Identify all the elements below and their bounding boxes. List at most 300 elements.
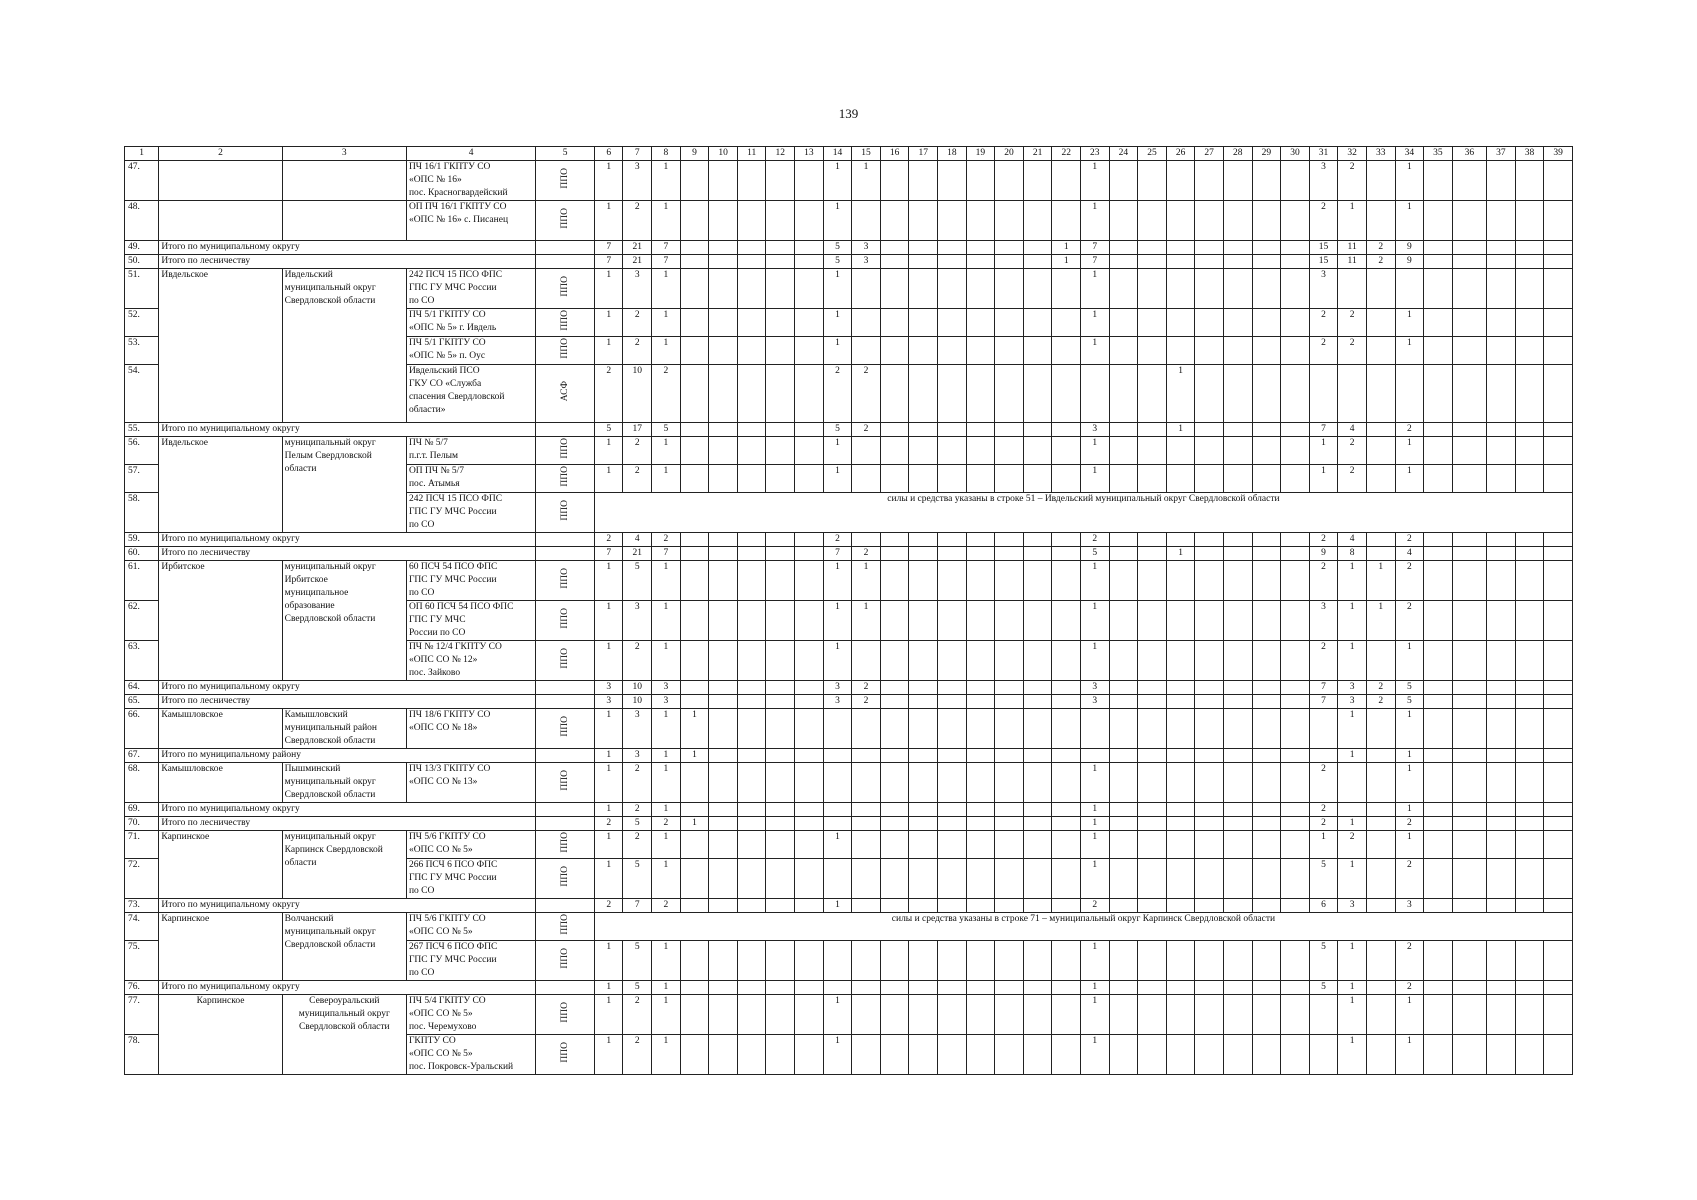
total-type [536, 817, 595, 831]
value-col-38 [1515, 601, 1544, 641]
value-col-14: 1 [823, 437, 852, 465]
municipality-name: Камышловский муниципальный район Свердловской области [282, 709, 406, 749]
value-col-33 [1366, 465, 1395, 493]
value-col-30 [1281, 695, 1310, 709]
value-col-15 [852, 533, 881, 547]
value-col-24 [1109, 899, 1138, 913]
value-col-32: 1 [1338, 817, 1367, 831]
value-col-34: 9 [1395, 255, 1424, 269]
value-col-34 [1395, 365, 1424, 423]
value-col-19 [966, 859, 995, 899]
unit-type [536, 601, 595, 641]
row-number: 47. [125, 161, 159, 201]
value-col-14: 1 [823, 601, 852, 641]
value-col-11 [737, 161, 766, 201]
value-col-16 [880, 437, 909, 465]
value-col-32: 1 [1338, 981, 1367, 995]
value-col-6: 1 [594, 981, 623, 995]
value-col-11 [737, 601, 766, 641]
value-col-12 [766, 601, 795, 641]
value-col-6: 7 [594, 547, 623, 561]
value-col-7: 2 [623, 309, 652, 337]
unit-name: ПЧ 13/3 ГКПТУ СО «ОПС СО № 13» [406, 763, 535, 803]
value-col-21 [1023, 817, 1052, 831]
value-col-26 [1166, 803, 1195, 817]
value-col-38 [1515, 365, 1544, 423]
value-col-19 [966, 547, 995, 561]
value-col-13 [795, 437, 824, 465]
column-number-11: 11 [737, 147, 766, 161]
value-col-30 [1281, 437, 1310, 465]
column-number-30: 30 [1281, 147, 1310, 161]
value-col-15 [852, 981, 881, 995]
value-col-39 [1544, 241, 1573, 255]
unit-name: ПЧ № 12/4 ГКПТУ СО «ОПС СО № 12» пос. Зайково [406, 641, 535, 681]
value-col-6: 1 [594, 269, 623, 309]
value-col-39 [1544, 437, 1573, 465]
value-col-7: 21 [623, 547, 652, 561]
value-col-8: 1 [652, 337, 681, 365]
value-col-32: 2 [1338, 437, 1367, 465]
column-number-37: 37 [1487, 147, 1516, 161]
value-col-8: 5 [652, 423, 681, 437]
value-col-20 [995, 255, 1024, 269]
table-row [125, 241, 1573, 255]
value-col-21 [1023, 941, 1052, 981]
value-col-31: 1 [1309, 465, 1338, 493]
table-row [125, 695, 1573, 709]
value-col-29 [1252, 817, 1281, 831]
row-number: 78. [125, 1035, 159, 1075]
table-row [125, 913, 1573, 941]
value-col-8: 1 [652, 709, 681, 749]
value-col-12 [766, 255, 795, 269]
value-col-10 [709, 831, 738, 859]
value-col-36 [1452, 241, 1486, 255]
value-col-22 [1052, 601, 1081, 641]
value-col-26 [1166, 817, 1195, 831]
value-col-25 [1138, 241, 1167, 255]
value-col-14: 2 [823, 533, 852, 547]
value-col-8: 1 [652, 831, 681, 859]
total-type [536, 547, 595, 561]
value-col-35 [1424, 995, 1453, 1035]
unit-type-label: ППО [559, 309, 570, 331]
value-col-37 [1487, 803, 1516, 817]
value-col-31 [1309, 995, 1338, 1035]
value-col-17 [909, 859, 938, 899]
value-col-20 [995, 561, 1024, 601]
value-col-11 [737, 437, 766, 465]
value-col-21 [1023, 749, 1052, 763]
total-label: Итого по муниципальному району [159, 749, 536, 763]
value-col-6: 1 [594, 465, 623, 493]
value-col-18 [938, 437, 967, 465]
value-col-26 [1166, 561, 1195, 601]
value-col-8: 1 [652, 641, 681, 681]
value-col-35 [1424, 695, 1453, 709]
value-col-29 [1252, 941, 1281, 981]
value-col-32: 3 [1338, 681, 1367, 695]
value-col-32: 2 [1338, 831, 1367, 859]
value-col-38 [1515, 547, 1544, 561]
value-col-14: 1 [823, 561, 852, 601]
value-col-39 [1544, 995, 1573, 1035]
value-col-34: 1 [1395, 709, 1424, 749]
value-col-30 [1281, 749, 1310, 763]
value-col-8: 2 [652, 899, 681, 913]
value-col-38 [1515, 561, 1544, 601]
value-col-16 [880, 423, 909, 437]
unit-name: ПЧ 5/4 ГКПТУ СО «ОПС СО № 5» пос. Черемухово [406, 995, 535, 1035]
value-col-38 [1515, 337, 1544, 365]
value-col-16 [880, 255, 909, 269]
value-col-17 [909, 681, 938, 695]
row-number: 51. [125, 269, 159, 309]
unit-type-label: ППО [559, 607, 570, 629]
value-col-28 [1223, 695, 1252, 709]
value-col-13 [795, 269, 824, 309]
unit-name: 266 ПСЧ 6 ПСО ФПС ГПС ГУ МЧС России по СО [406, 859, 535, 899]
value-col-25 [1138, 803, 1167, 817]
table-row [125, 831, 1573, 859]
value-col-32: 1 [1338, 641, 1367, 681]
value-col-13 [795, 423, 824, 437]
value-col-16 [880, 803, 909, 817]
value-col-13 [795, 981, 824, 995]
value-col-31: 1 [1309, 437, 1338, 465]
unit-type-label: АСФ [559, 380, 570, 402]
value-col-30 [1281, 859, 1310, 899]
value-col-35 [1424, 269, 1453, 309]
value-col-31 [1309, 365, 1338, 423]
value-col-18 [938, 681, 967, 695]
value-col-29 [1252, 831, 1281, 859]
value-col-8: 1 [652, 437, 681, 465]
value-col-11 [737, 365, 766, 423]
value-col-15: 3 [852, 241, 881, 255]
value-col-16 [880, 161, 909, 201]
value-col-37 [1487, 337, 1516, 365]
value-col-7: 17 [623, 423, 652, 437]
column-number-2: 2 [159, 147, 282, 161]
value-col-24 [1109, 995, 1138, 1035]
unit-name: ПЧ 5/6 ГКПТУ СО «ОПС СО № 5» [406, 913, 535, 941]
value-col-32: 1 [1338, 601, 1367, 641]
value-col-29 [1252, 241, 1281, 255]
value-col-37 [1487, 831, 1516, 859]
value-col-20 [995, 337, 1024, 365]
value-col-39 [1544, 161, 1573, 201]
column-number-29: 29 [1252, 147, 1281, 161]
value-col-38 [1515, 423, 1544, 437]
unit-name: ОП ПЧ № 5/7 пос. Атымья [406, 465, 535, 493]
value-col-31: 6 [1309, 899, 1338, 913]
municipality-name: муниципальный округ Пелым Свердловской области [282, 437, 406, 533]
value-col-30 [1281, 269, 1310, 309]
value-col-33 [1366, 859, 1395, 899]
value-col-14: 1 [823, 337, 852, 365]
value-col-23: 1 [1080, 831, 1109, 859]
value-col-16 [880, 547, 909, 561]
value-col-32: 1 [1338, 201, 1367, 241]
total-label: Итого по муниципальному округу [159, 803, 536, 817]
value-col-6: 5 [594, 423, 623, 437]
unit-type [536, 1035, 595, 1075]
forestry-name: Карпинское [159, 913, 282, 981]
value-col-32: 1 [1338, 995, 1367, 1035]
value-col-21 [1023, 365, 1052, 423]
unit-name: ПЧ 18/6 ГКПТУ СО «ОПС СО № 18» [406, 709, 535, 749]
value-col-27 [1195, 899, 1224, 913]
value-col-28 [1223, 831, 1252, 859]
value-col-18 [938, 201, 967, 241]
value-col-9 [680, 763, 709, 803]
value-col-26: 1 [1166, 547, 1195, 561]
value-col-15 [852, 763, 881, 803]
value-col-25 [1138, 201, 1167, 241]
value-col-31: 5 [1309, 981, 1338, 995]
value-col-26 [1166, 695, 1195, 709]
value-col-19 [966, 681, 995, 695]
value-col-29 [1252, 803, 1281, 817]
forestry-name: Карпинское [159, 995, 282, 1075]
value-col-7: 3 [623, 601, 652, 641]
value-col-21 [1023, 899, 1052, 913]
value-col-37 [1487, 981, 1516, 995]
unit-type-label: ППО [559, 167, 570, 189]
value-col-30 [1281, 255, 1310, 269]
value-col-11 [737, 749, 766, 763]
value-col-38 [1515, 1035, 1544, 1075]
table-row [125, 423, 1573, 437]
unit-type [536, 161, 595, 201]
value-col-23: 1 [1080, 1035, 1109, 1075]
row-number: 71. [125, 831, 159, 859]
value-col-9 [680, 1035, 709, 1075]
value-col-25 [1138, 899, 1167, 913]
value-col-27 [1195, 255, 1224, 269]
unit-type-label: ППО [559, 437, 570, 459]
unit-type [536, 641, 595, 681]
value-col-28 [1223, 269, 1252, 309]
value-col-19 [966, 641, 995, 681]
unit-type-label: ППО [559, 207, 570, 229]
value-col-18 [938, 255, 967, 269]
value-col-16 [880, 695, 909, 709]
value-col-31: 2 [1309, 803, 1338, 817]
value-col-28 [1223, 1035, 1252, 1075]
value-col-30 [1281, 561, 1310, 601]
value-col-32: 1 [1338, 749, 1367, 763]
value-col-21 [1023, 269, 1052, 309]
value-col-18 [938, 831, 967, 859]
value-col-35 [1424, 859, 1453, 899]
value-col-11 [737, 533, 766, 547]
value-col-18 [938, 763, 967, 803]
value-col-34: 2 [1395, 533, 1424, 547]
value-col-6: 1 [594, 831, 623, 859]
value-col-25 [1138, 831, 1167, 859]
value-col-32: 1 [1338, 859, 1367, 899]
value-col-27 [1195, 601, 1224, 641]
value-col-14 [823, 803, 852, 817]
value-col-14 [823, 981, 852, 995]
value-col-37 [1487, 309, 1516, 337]
total-label: Итого по муниципальному округу [159, 423, 536, 437]
value-col-35 [1424, 309, 1453, 337]
value-col-22: 1 [1052, 241, 1081, 255]
value-col-30 [1281, 709, 1310, 749]
value-col-6: 1 [594, 749, 623, 763]
value-col-13 [795, 763, 824, 803]
value-col-22 [1052, 337, 1081, 365]
total-type [536, 241, 595, 255]
value-col-17 [909, 831, 938, 859]
total-type [536, 981, 595, 995]
value-col-25 [1138, 423, 1167, 437]
value-col-25 [1138, 561, 1167, 601]
value-col-11 [737, 695, 766, 709]
value-col-39 [1544, 269, 1573, 309]
value-col-35 [1424, 941, 1453, 981]
value-col-15: 2 [852, 695, 881, 709]
value-col-17 [909, 899, 938, 913]
value-col-8: 2 [652, 365, 681, 423]
value-col-15: 2 [852, 547, 881, 561]
value-col-33 [1366, 641, 1395, 681]
value-col-33: 2 [1366, 681, 1395, 695]
value-col-11 [737, 803, 766, 817]
value-col-23: 1 [1080, 437, 1109, 465]
value-col-26 [1166, 255, 1195, 269]
value-col-12 [766, 1035, 795, 1075]
value-col-30 [1281, 201, 1310, 241]
value-col-36 [1452, 365, 1486, 423]
value-col-7: 3 [623, 709, 652, 749]
value-col-32 [1338, 763, 1367, 803]
column-number-36: 36 [1452, 147, 1486, 161]
value-col-38 [1515, 749, 1544, 763]
value-col-30 [1281, 1035, 1310, 1075]
value-col-27 [1195, 365, 1224, 423]
value-col-22 [1052, 681, 1081, 695]
value-col-17 [909, 561, 938, 601]
value-col-6: 1 [594, 859, 623, 899]
value-col-27 [1195, 831, 1224, 859]
total-type [536, 681, 595, 695]
value-col-20 [995, 201, 1024, 241]
value-col-16 [880, 561, 909, 601]
value-col-39 [1544, 817, 1573, 831]
value-col-36 [1452, 817, 1486, 831]
value-col-8: 2 [652, 533, 681, 547]
value-col-10 [709, 709, 738, 749]
value-col-34: 2 [1395, 601, 1424, 641]
value-col-32: 11 [1338, 255, 1367, 269]
value-col-26 [1166, 337, 1195, 365]
value-col-20 [995, 681, 1024, 695]
column-number-27: 27 [1195, 147, 1224, 161]
value-col-33 [1366, 981, 1395, 995]
value-col-9 [680, 241, 709, 255]
value-col-32: 1 [1338, 709, 1367, 749]
value-col-37 [1487, 899, 1516, 913]
value-col-10 [709, 423, 738, 437]
table-row [125, 561, 1573, 601]
row-number: 53. [125, 337, 159, 365]
value-col-29 [1252, 695, 1281, 709]
value-col-17 [909, 255, 938, 269]
value-col-22 [1052, 365, 1081, 423]
value-col-38 [1515, 533, 1544, 547]
value-col-11 [737, 859, 766, 899]
value-col-23: 5 [1080, 547, 1109, 561]
value-col-39 [1544, 561, 1573, 601]
value-col-11 [737, 681, 766, 695]
value-col-23: 2 [1080, 899, 1109, 913]
value-col-9 [680, 423, 709, 437]
value-col-11 [737, 337, 766, 365]
value-col-20 [995, 533, 1024, 547]
value-col-35 [1424, 337, 1453, 365]
value-col-9 [680, 161, 709, 201]
value-col-10 [709, 981, 738, 995]
value-col-27 [1195, 309, 1224, 337]
value-col-9 [680, 899, 709, 913]
value-col-31: 2 [1309, 641, 1338, 681]
value-col-24 [1109, 365, 1138, 423]
row-number: 56. [125, 437, 159, 465]
value-col-18 [938, 241, 967, 255]
value-col-19 [966, 995, 995, 1035]
value-col-27 [1195, 749, 1224, 763]
row-number: 48. [125, 201, 159, 241]
value-col-39 [1544, 941, 1573, 981]
value-col-36 [1452, 337, 1486, 365]
column-number-7: 7 [623, 147, 652, 161]
value-col-19 [966, 161, 995, 201]
value-col-19 [966, 255, 995, 269]
value-col-30 [1281, 817, 1310, 831]
value-col-31: 7 [1309, 695, 1338, 709]
unit-name: ОП 60 ПСЧ 54 ПСО ФПС ГПС ГУ МЧС России по СО [406, 601, 535, 641]
column-number-10: 10 [709, 147, 738, 161]
value-col-21 [1023, 337, 1052, 365]
value-col-27 [1195, 201, 1224, 241]
value-col-27 [1195, 859, 1224, 899]
value-col-36 [1452, 803, 1486, 817]
value-col-36 [1452, 1035, 1486, 1075]
row-number: 68. [125, 763, 159, 803]
value-col-10 [709, 161, 738, 201]
value-col-6: 1 [594, 337, 623, 365]
total-label: Итого по муниципальному округу [159, 533, 536, 547]
value-col-39 [1544, 641, 1573, 681]
value-col-18 [938, 641, 967, 681]
value-col-36 [1452, 547, 1486, 561]
value-col-22 [1052, 859, 1081, 899]
value-col-29 [1252, 641, 1281, 681]
value-col-6: 2 [594, 899, 623, 913]
value-col-26 [1166, 309, 1195, 337]
value-col-13 [795, 561, 824, 601]
table-row [125, 803, 1573, 817]
value-col-21 [1023, 859, 1052, 899]
row-number: 62. [125, 601, 159, 641]
value-col-29 [1252, 309, 1281, 337]
municipality-name [282, 201, 406, 241]
